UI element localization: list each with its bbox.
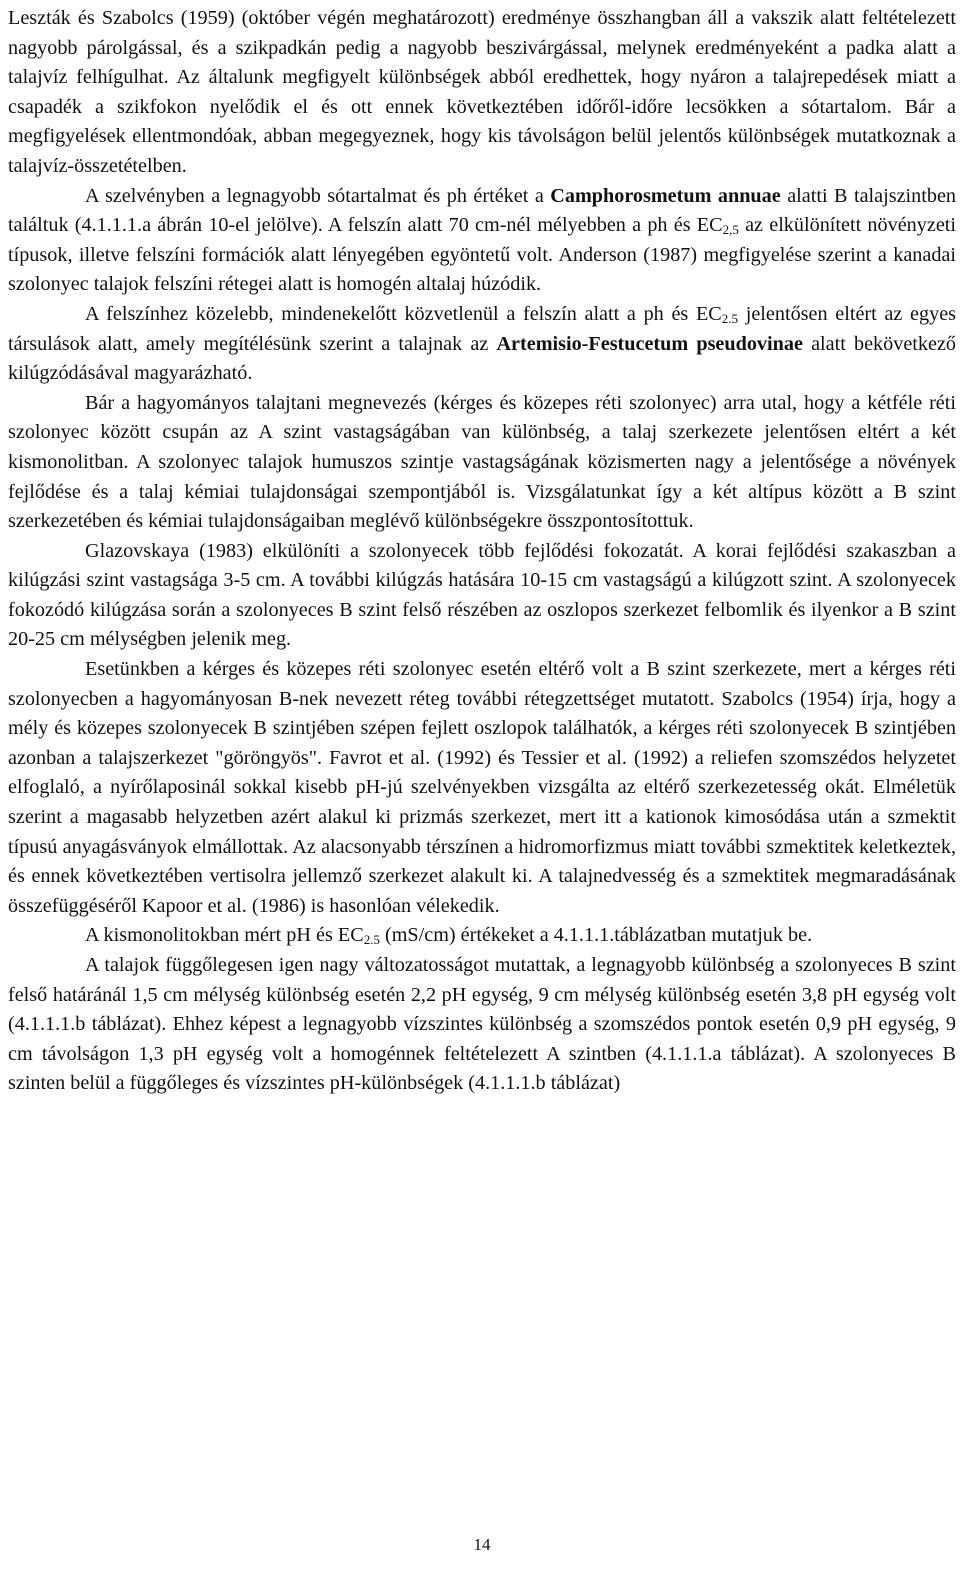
body-paragraph [8, 182, 956, 300]
body-paragraph [8, 951, 956, 1099]
paragraph-text: az elkülönített növényzeti típusok, illetve felszíni formációk alatt lényegében egyöntetű volt. Anderson (1987) megfigyelése szerint a kanadai szolonyec talajok felszíni rétegei alatt is homogén altalaj húzódik. [8, 214, 956, 296]
body-paragraph [8, 300, 956, 389]
paragraph-text: A talajok függőlegesen igen nagy változatosságot mutattak, a legnagyobb különbség a szolonyeces B szint felső határánál 1,5 cm mélység különbség esetén 2,2 pH egység, 9 cm mélység különbség esetén 3,8 pH egység volt (4.1.1.1.b táblázat). Ehhez képest a legnagyobb vízszintes különbség a szomszédos pontok esetén 0,9 pH egység, 9 cm távolságon 1,3 pH egység volt a homogénnek feltételezett A szintben (4.1.1.1.a táblázat). A szolonyeces B szinten belül a függőleges és vízszintes pH-különbségek (4.1.1.1.b táblázat) [8, 954, 956, 1095]
body-paragraph [8, 4, 956, 182]
paragraph-text: alatt bekövetkező kilúgzódásával magyarázható. [8, 332, 956, 385]
emphasized-taxon-name: Camphorosmetum annuae [550, 184, 781, 207]
body-paragraph [8, 921, 956, 951]
emphasized-taxon-name: Artemisio-Festucetum pseudovinae [496, 332, 803, 355]
paragraph-text: (mS/cm) értékeket a 4.1.1.1.táblázatban mutatjuk be. [379, 924, 813, 947]
document-page [8, 0, 956, 1570]
paragraph-text: A szelvényben a legnagyobb sótartalmat és ph értéket a [85, 184, 551, 207]
subscript-text: 2.5 [363, 932, 380, 948]
paragraph-text: Esetünkben a kérges és közepes réti szolonyec esetén eltérő volt a B szint szerkezete, mert a kérges réti szolonyecben a hagyományosan B-nek nevezett réteg további rétegzettséget mutatott. Szabolcs (1954) írja, hogy a mély és közepes szolonyecek B szintjében szépen fejlett oszlopok találhatók, a kérges réti szolonyecek B szintjében azonban a talajszerkezet "göröngyös". Favrot et al. (1992) és Tessier et al. (1992) a reliefen szomszédos helyzetet elfoglaló, a nyírőlaposinál sokkal kisebb pH-jú szelvényekben vizsgálta az eltérő szerkezetesség okát. Elméletük szerint a magasabb helyzetben azért alakul ki prizmás szerkezet, mert itt a kationok kimosódása után a szmektit típusú anyagásványok elmállottak. Az alacsonyabb térszínen a hidromorfizmus miatt további szmektitek keletkeztek, és ennek következtében vertisolra jellemző szerkezet alakult ki. A talajnedvesség és a szmektitek megmaradásának összefüggéséről Kapoor et al. (1986) is hasonlóan vélekedik. [8, 658, 956, 917]
body-paragraph [8, 389, 956, 537]
body-paragraph [8, 655, 956, 921]
paragraph-text: A kismonolitokban mért pH és EC [85, 924, 364, 947]
paragraph-text: alatti B talajszintben találtuk (4.1.1.1.a ábrán 10-el jelölve). A felszín alatt 70 cm-nél mélyebben a ph és EC [8, 184, 956, 237]
paragraph-text: Bár a hagyományos talajtani megnevezés (kérges és közepes réti szolonyec) arra utal, hogy a kétféle réti szolonyec között csupán az A szint vastagságában van különbség, a talaj szerkezete jelentősen eltért a két kismonolitban. A szolonyec talajok humuszos szintje vastagságának közismerten nagy a jelentősége a növények fejlődése és a talaj kémiai tulajdonságai szempontjából is. Vizsgálatunkat így a két altípus között a B szint szerkezetében és kémiai tulajdonságaiban meglévő különbségekre összpontosítottuk. [8, 391, 956, 533]
body-paragraph [8, 537, 956, 655]
paragraph-text: Leszták és Szabolcs (1959) (október végén meghatározott) eredménye összhangban áll a vakszik alatt feltételezett nagyobb párolgással, és a szikpadkán pedig a nagyobb beszivárgással, melynek eredményeként a padka alatt a talajvíz felhígulhat. Az általunk megfigyelt különbségek abból eredhettek, hogy nyáron a talajrepedések miatt a csapadék a szikfokon nyelődik el és ott ennek következtében időről-időre lecsökken a sótartalom. Bár a megfigyelések ellentmondóak, abban megegyeznek, hogy kis távolságon belül jelentős különbségek mutatkoznak a talajvíz-összetételben. [8, 7, 956, 177]
subscript-text: 2.5 [721, 310, 739, 326]
subscript-text: 2,5 [722, 222, 739, 238]
text-body [8, 4, 956, 1099]
page-number: 14 [473, 1535, 491, 1554]
paragraph-text: Glazovskaya (1983) elkülöníti a szolonyecek több fejlődési fokozatát. A korai fejlődési szakaszban a kilúgzási szint vastagsága 3-5 cm. A további kilúgzás hatására 10-15 cm vastagságú a kilúgzott szint. A szolonyecek fokozódó kilúgzása során a szolonyeces B szint felső részében az oszlopos szerkezet felbomlik és ilyenkor a B szint 20-25 cm mélységben jelenik meg. [8, 539, 956, 651]
paragraph-text: A felszínhez közelebb, mindenekelőtt közvetlenül a felszín alatt a ph és EC [85, 302, 722, 325]
paragraph-text: jelentősen eltért az egyes társulások alatt, amely megítélésünk szerint a talajnak az [8, 302, 957, 355]
